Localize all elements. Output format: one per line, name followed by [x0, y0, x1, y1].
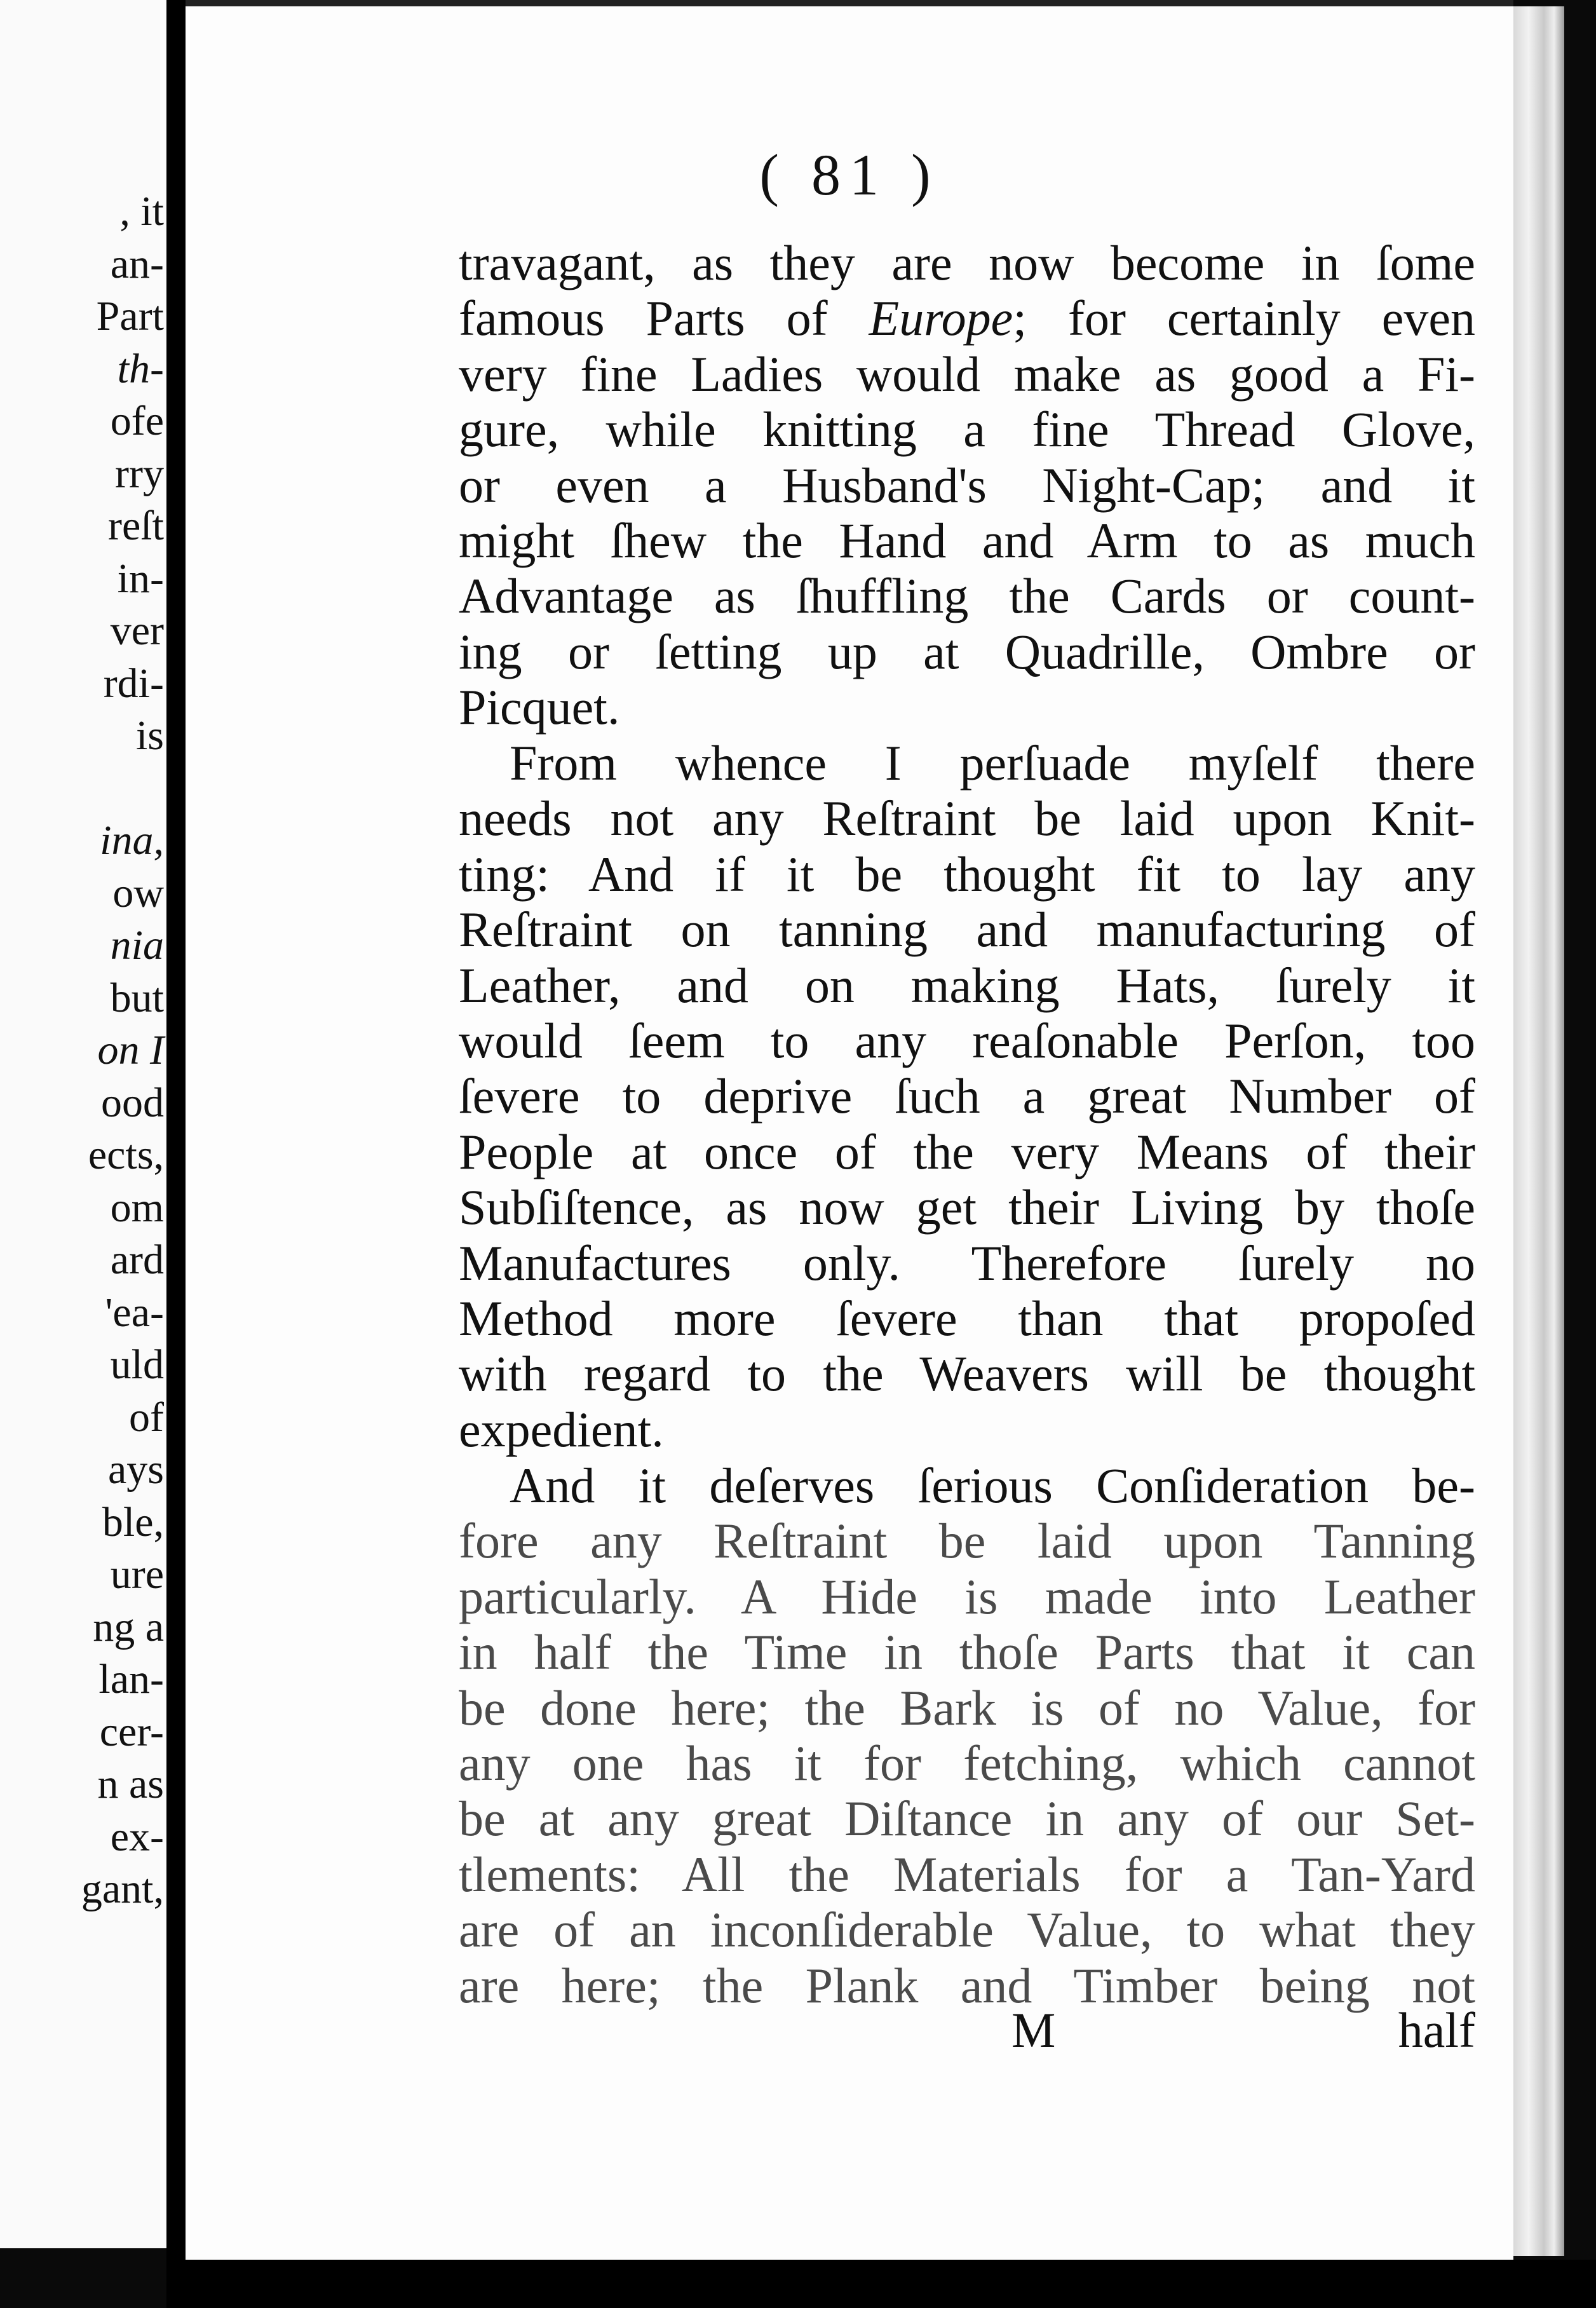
facing-page-line-fragment: ex-: [110, 1813, 164, 1860]
paragraph: [459, 735, 1475, 1457]
facing-page-line-fragment: 'ea-: [105, 1289, 164, 1336]
text-line: Method more ſevere than that propoſed: [459, 1290, 1475, 1346]
text-line: are of an inconſiderable Value, to what they: [459, 1902, 1475, 1958]
text-line: with regard to the Weavers will be thought: [459, 1346, 1475, 1402]
text-line: And it deſerves ſerious Conſideration be-: [510, 1458, 1475, 1513]
page-number: ( 81 ): [759, 142, 940, 207]
facing-page-line-fragment: of: [129, 1394, 164, 1441]
facing-page-line-fragment: cer-: [99, 1708, 164, 1755]
facing-page-line-fragment: Part: [96, 293, 164, 339]
facing-page-line-fragment: ble,: [102, 1498, 164, 1545]
text-line: would ſeem to any reaſonable Perſon, too: [459, 1012, 1475, 1068]
book-gutter: [166, 0, 186, 2262]
signature-mark: M: [1011, 2002, 1056, 2058]
text-line: particularly. A Hide is made into Leather: [459, 1568, 1475, 1624]
catchword: half: [1398, 2002, 1475, 2058]
facing-page-line-fragment: nia: [110, 922, 164, 968]
facing-page-line-fragment: uld: [110, 1341, 164, 1388]
text-line: might ſhew the Hand and Arm to as much: [459, 512, 1475, 568]
facing-page-line-fragment: ood: [101, 1079, 164, 1126]
text-line: travagant, as they are now become in ſome: [459, 235, 1475, 290]
facing-page-line-fragment: an-: [110, 240, 164, 287]
facing-page-line-fragment: ays: [108, 1446, 164, 1493]
text-line: are here; the Plank and Timber being not: [459, 1957, 1475, 2013]
facing-page-line-fragment: on I: [97, 1027, 164, 1073]
text-line: ſevere to deprive ſuch a great Number of: [459, 1068, 1475, 1124]
text-line: gure, while knitting a fine Thread Glove,: [459, 402, 1475, 458]
text-line: tlements: All the Materials for a Tan-Yard: [459, 1846, 1475, 1902]
page-footer: [459, 2002, 1475, 2059]
book-page: [186, 0, 1513, 2266]
text-line: famous Parts of Europe; for certainly even: [459, 290, 1475, 346]
facing-page-line-fragment: rdi-: [103, 660, 164, 707]
text-line: Subſiſtence, as now get their Living by thoſe: [459, 1179, 1475, 1235]
text-line: be at any great Diſtance in any of our Set-: [459, 1791, 1475, 1847]
facing-page-line-fragment: th-: [117, 345, 164, 392]
facing-page-fragment: [0, 0, 170, 2248]
text-line: be done here; the Bark is of no Value, for: [459, 1680, 1475, 1735]
facing-page-line-fragment: but: [110, 974, 164, 1021]
facing-page-line-fragment: , it: [119, 188, 164, 234]
text-line: ting: And if it be thought fit to lay any: [459, 846, 1475, 902]
text-line: fore any Reſtraint be laid upon Tanning: [459, 1513, 1475, 1569]
facing-page-line-fragment: ina,: [100, 817, 164, 864]
facing-page-line-fragment: gant,: [81, 1866, 164, 1912]
text-line: Leather, and on making Hats, ſurely it: [459, 957, 1475, 1013]
text-line: Reſtraint on tanning and manufacturing of: [459, 902, 1475, 958]
text-line: or even a Husband's Night-Cap; and it: [459, 457, 1475, 513]
text-line: in half the Time in thoſe Parts that it can: [459, 1624, 1475, 1680]
text-line: any one has it for fetching, which cannot: [459, 1735, 1475, 1791]
facing-page-line-fragment: ure: [110, 1551, 164, 1598]
facing-page-line-fragment: in-: [117, 555, 164, 602]
facing-page-line-fragment: lan-: [98, 1656, 164, 1702]
facing-page-line-fragment: ard: [110, 1237, 164, 1283]
facing-page-line-fragment: om: [110, 1184, 164, 1231]
facing-page-line-fragment: ng a: [93, 1603, 164, 1650]
facing-page-line-fragment: ver: [110, 608, 164, 654]
text-line: Picquet.: [459, 679, 620, 735]
facing-page-line-fragment: ects,: [88, 1132, 164, 1178]
text-line: very fine Ladies would make as good a Fi-: [459, 346, 1475, 402]
text-line: Manufactures only. Therefore ſurely no: [459, 1235, 1475, 1291]
page-edge-stack: [1513, 6, 1564, 2256]
facing-page-line-fragment: ow: [112, 869, 164, 916]
facing-page-line-fragment: n as: [97, 1761, 164, 1807]
text-line: ing or ſetting up at Quadrille, Ombre or: [459, 623, 1475, 679]
text-line: needs not any Reſtraint be laid upon Knit-: [459, 791, 1475, 846]
paragraph: [459, 235, 1475, 735]
text-line: expedient.: [459, 1401, 664, 1457]
text-line: People at once of the very Means of their: [459, 1123, 1475, 1179]
facing-page-line-fragment: is: [135, 712, 164, 759]
facing-page-line-fragment: reſt: [108, 503, 164, 549]
bottom-shadow: [166, 2260, 1596, 2308]
text-line: From whence I perſuade myſelf there: [510, 735, 1475, 791]
paragraph: [459, 1458, 1475, 2013]
facing-page-line-fragment: ofe: [110, 398, 164, 444]
facing-page-line-fragment: rry: [115, 450, 164, 497]
text-line: Advantage as ſhuffling the Cards or count-: [459, 568, 1475, 624]
